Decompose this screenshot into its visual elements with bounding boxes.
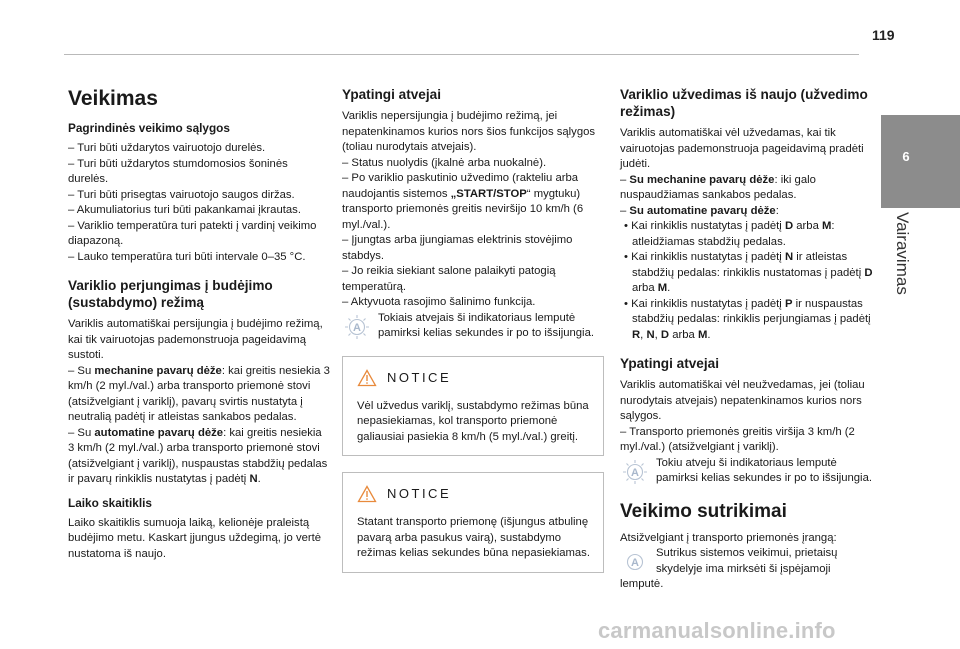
indicator-note: A Tokiu atveju ši indikatoriaus lemputė pamirksi kelias sekundes ir po to išsijungia. bbox=[620, 456, 875, 487]
list-item: – Turi būti uždarytos vairuotojo durelės. bbox=[68, 142, 266, 154]
heading-timer: Laiko skaitiklis bbox=[68, 495, 152, 510]
heading-special-cases: Ypatingi atvejai bbox=[620, 356, 719, 371]
svg-text:A: A bbox=[353, 321, 361, 334]
paragraph: Variklis automatiškai vėl užvedamas, kai tik vairuotojas pademonstruoja pageidavimą pradėti judėti. bbox=[620, 127, 864, 170]
notice-box bbox=[342, 356, 604, 457]
list-item: – Akumuliatorius turi būti pakankamai įkrautas. bbox=[68, 204, 301, 216]
watermark: carmanualsonline.info bbox=[598, 618, 836, 643]
column-2 bbox=[342, 80, 604, 589]
eco-a-warning-icon bbox=[620, 548, 650, 576]
notice-title: NOTICE bbox=[387, 486, 452, 502]
chapter-tab bbox=[881, 115, 960, 208]
heading-restart: Variklio užvedimas iš naujo (užvedimo režimas) bbox=[620, 87, 868, 119]
header-rule bbox=[64, 54, 859, 55]
indicator-note: A Tokiais atvejais ši indikatoriaus lemputė pamirksi kelias sekundes ir po to išsijungia. bbox=[342, 311, 604, 342]
list-item: – Turi būti prisegtas vairuotojo saugos diržas. bbox=[68, 188, 295, 201]
subheading-conditions: Pagrindinės veikimo sąlygos bbox=[68, 121, 230, 135]
heading-special-cases: Ypatingi atvejai bbox=[342, 87, 441, 102]
fault-indicator-note: A Sutrikus sistemos veikimui, prietaisų skydelyje ima mirksėti ši įspėjamoji lemputė. bbox=[620, 547, 838, 590]
page-number: 119 bbox=[872, 27, 895, 43]
list-item: – Variklio temperatūra turi patekti į vardinį veikimo diapazoną. bbox=[68, 219, 317, 247]
list-item-automatic: – Su automatine pavarų dėže: bbox=[620, 204, 779, 217]
paragraph: Laiko skaitiklis sumuoja laiką, kelionėje praleistą budėjimo metu. Kaskart įjungus uždegimą, jo vertė nustatoma iš naujo. bbox=[68, 516, 322, 560]
paragraph: Variklis automatiškai persijungia į budėjimo režimą, kai tik vairuotojas pademonstruoja pageidavimą sustoti. bbox=[68, 318, 323, 361]
svg-text:A: A bbox=[631, 466, 639, 479]
conditions-list bbox=[68, 141, 330, 265]
notice-box bbox=[342, 472, 604, 573]
section-title: Veikimas bbox=[68, 87, 158, 110]
chapter-number: 6 bbox=[902, 149, 910, 164]
chapter-title: Vairavimas bbox=[893, 212, 912, 295]
heading-malfunctions: Veikimo sutrikimai bbox=[620, 500, 787, 522]
list-item-automatic: – Su automatine pavarų dėže: kai greitis nesiekia 3 km/h (2 myl./val.) arba transporto priemonė stovi (atsižvelgiant į variklį), nuspaustas stabdžių pedalas ir pavarų rinkiklis nustatytas į padėtį N. bbox=[68, 426, 328, 485]
paragraph: Atsižvelgiant į transporto priemonės įrangą: bbox=[620, 531, 837, 544]
list-item-manual: – Su mechanine pavarų dėže: iki galo nuspaudžiamas sankabos pedalas. bbox=[620, 173, 816, 201]
paragraph: Variklis nepersijungia į budėjimo režimą, jei nepatenkinamos kurios nors šios funkcijos sąlygos (toliau nurodytais atvejais). bbox=[342, 110, 596, 153]
notice-text: Statant transporto priemonę (išjungus atbulinę pavarą arba pasukus vairą), sustabdymo režimas kelias sekundes būna nepasiekiamas. bbox=[357, 516, 590, 559]
column-3 bbox=[620, 80, 875, 593]
bullet-item: • Kai rinkiklis nustatytas į padėtį D arba M: atleidžiamas stabdžių pedalas. bbox=[624, 220, 835, 248]
list-item: – Jo reikia siekiant salone palaikyti patogią temperatūrą. bbox=[342, 265, 556, 293]
list-item: – Lauko temperatūra turi būti intervale 0–35 °C. bbox=[68, 250, 306, 263]
list-item: – Aktyvuota rasojimo šalinimo funkcija. bbox=[342, 296, 536, 308]
list-item: – Status nuolydis (įkalnė arba nuokalnė). bbox=[342, 156, 547, 169]
svg-text:A: A bbox=[631, 557, 639, 569]
notice-title: NOTICE bbox=[387, 369, 452, 385]
eco-a-indicator-icon bbox=[620, 458, 650, 486]
heading-standby: Variklio perjungimas į budėjimo (sustabdymo) režimą bbox=[68, 278, 273, 310]
list-item: – Turi būti uždarytos stumdomosios šoninės durelės. bbox=[68, 157, 288, 185]
list-item: – Po variklio paskutinio užvedimo (rakteliu arba naudojantis sistemos „START/STOP“ mygtuku) transporto priemonės greitis neviršijo 10 km/h (6 myl./val.). bbox=[342, 172, 584, 231]
bullet-item: • Kai rinkiklis nustatytas į padėtį N ir atleistas stabdžių pedalas: rinkiklis nustatomas į padėtį D arba M. bbox=[624, 251, 873, 294]
list-item-manual: – Su mechanine pavarų dėže: kai greitis nesiekia 3 km/h (2 myl./val.) arba transporto priemonė stovi (atsižvelgiant į variklį), pavarų svirtis nustatyta į neutralią padėtį ir atleistas sankabos pedalas. bbox=[68, 364, 330, 423]
list-item: – Transporto priemonės greitis viršija 3 km/h (2 myl./val.) (atsižvelgiant į variklį). bbox=[620, 425, 855, 453]
notice-text: Vėl užvedus variklį, sustabdymo režimas būna nepasiekiamas, kol transporto priemonė galiausiai pasiekia 8 km/h (5 myl./val.) greitį. bbox=[357, 399, 589, 443]
warning-triangle-icon bbox=[357, 369, 377, 387]
column-1 bbox=[68, 80, 330, 566]
warning-triangle-icon bbox=[357, 485, 377, 503]
paragraph: Variklis automatiškai vėl neužvedamas, jei (toliau nurodytais atvejais) nepatenkinamos kurios nors sąlygos. bbox=[620, 379, 865, 422]
list-item: – Įjungtas arba įjungiamas elektrinis stovėjimo stabdys. bbox=[342, 234, 573, 262]
eco-a-indicator-icon bbox=[342, 313, 372, 341]
bullet-item: • Kai rinkiklis nustatytas į padėtį P ir nuspaustas stabdžių pedalas: rinkiklis perjungiamas į padėtį R, N, D arba M. bbox=[624, 297, 871, 341]
